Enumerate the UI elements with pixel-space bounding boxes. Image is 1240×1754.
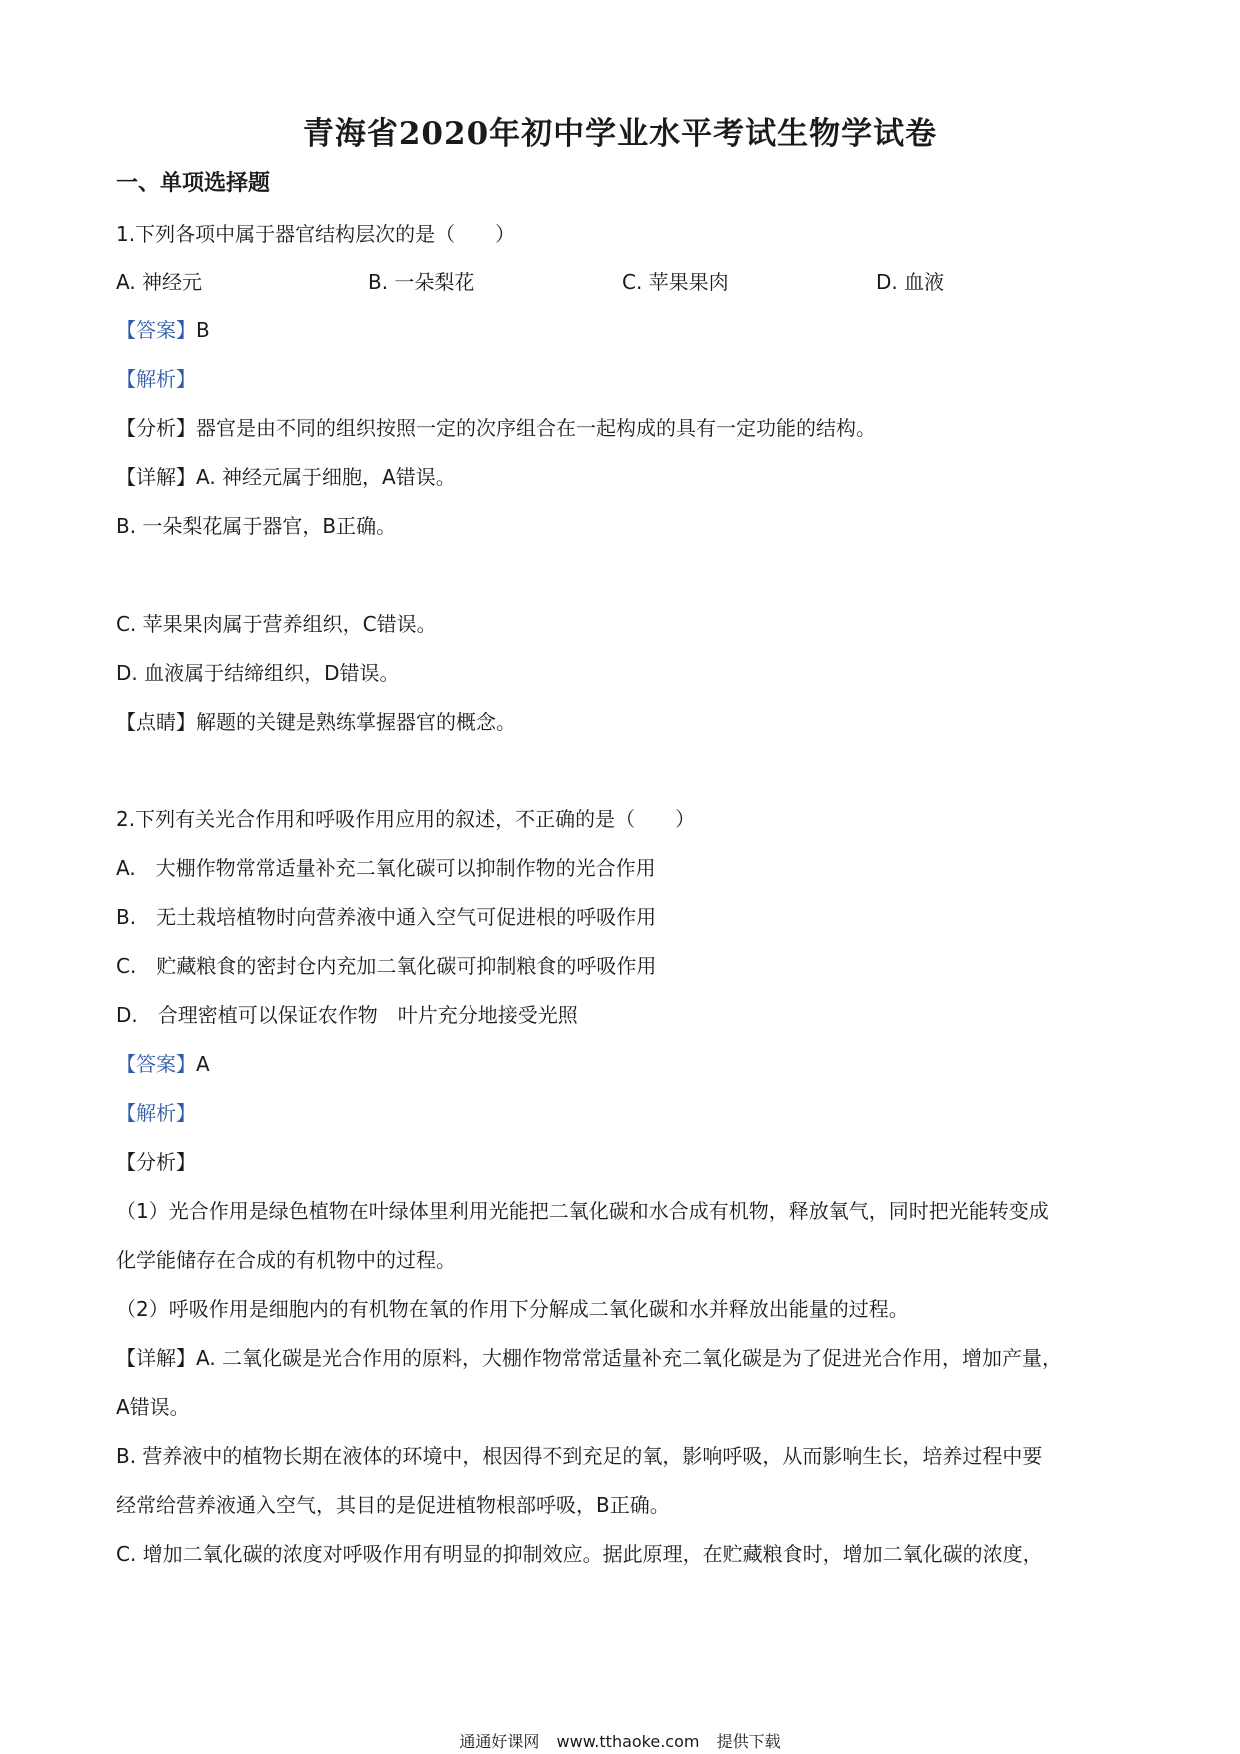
question-1-detail-d: D. 血液属于结缔组织，D错误。 (116, 661, 400, 685)
question-2-point-1-line-2: 化学能储存在合成的有机物中的过程。 (116, 1248, 456, 1272)
question-1-option-d: D. 血液 (876, 270, 945, 294)
section-heading: 一、单项选择题 (116, 171, 271, 196)
question-2-stem: 2.下列有关光合作用和呼吸作用应用的叙述，不正确的是（ ） (116, 807, 696, 831)
question-2-detail-a-line-1: 【详解】A. 二氧化碳是光合作用的原料，大棚作物常常适量补充二氧化碳是为了促进光合作用，增加产量， (116, 1346, 1063, 1370)
answer-value: A (196, 1052, 210, 1076)
footer-site-name: 通通好课网 (459, 1732, 540, 1751)
question-1-answer (116, 316, 210, 344)
question-2-detail-a-line-2: A错误。 (116, 1395, 190, 1419)
question-1-detail-b: B. 一朵梨花属于器官，B正确。 (116, 514, 397, 538)
answer-tag: 【答案】 (116, 318, 196, 342)
question-2-answer (116, 1050, 210, 1078)
question-2-detail-c-line-1: C. 增加二氧化碳的浓度对呼吸作用有明显的抑制效应。据此原理，在贮藏粮食时，增加二氧化碳的浓度， (116, 1542, 1043, 1566)
page-footer (0, 1729, 1240, 1752)
answer-tag: 【答案】 (116, 1052, 196, 1076)
question-2-option-b: B. 无土栽培植物时向营养液中通入空气可促进根的呼吸作用 (116, 905, 657, 929)
document-title: 青海省2020年初中学业水平考试生物学试卷 (302, 116, 938, 152)
question-1-detail-a: 【详解】A. 神经元属于细胞，A错误。 (116, 465, 456, 489)
question-1-stem: 1.下列各项中属于器官结构层次的是（ ） (116, 222, 516, 246)
question-1-fenxi: 【分析】器官是由不同的组织按照一定的次序组合在一起构成的具有一定功能的结构。 (116, 416, 876, 440)
question-1-option-a: A. 神经元 (116, 270, 203, 294)
question-2-detail-b-line-2: 经常给营养液通入空气，其目的是促进植物根部呼吸，B正确。 (116, 1493, 670, 1517)
question-1-option-c: C. 苹果果肉 (622, 270, 729, 294)
question-1-detail-c: C. 苹果果肉属于营养组织，C错误。 (116, 612, 437, 636)
question-2-point-2: （2）呼吸作用是细胞内的有机物在氧的作用下分解成二氧化碳和水并释放出能量的过程。 (116, 1297, 909, 1321)
question-2-option-a: A. 大棚作物常常适量补充二氧化碳可以抑制作物的光合作用 (116, 856, 656, 880)
question-2-analysis-tag: 【解析】 (116, 1101, 196, 1125)
answer-value: B (196, 318, 210, 342)
footer-url[interactable]: www.tthaoke.com (556, 1732, 700, 1751)
question-2-detail-b-line-1: B. 营养液中的植物长期在液体的环境中，根因得不到充足的氧，影响呼吸，从而影响生长，培养过程中要 (116, 1444, 1043, 1468)
footer-note: 提供下载 (716, 1732, 781, 1751)
question-2-option-d: D. 合理密植可以保证农作物 叶片充分地接受光照 (116, 1003, 578, 1027)
question-1-analysis-tag: 【解析】 (116, 367, 196, 391)
question-1-option-b: B. 一朵梨花 (368, 270, 475, 294)
question-2-point-1-line-1: （1）光合作用是绿色植物在叶绿体里利用光能把二氧化碳和水合成有机物，释放氧气，同时把光能转变成 (116, 1199, 1049, 1223)
question-2-fenxi-tag: 【分析】 (116, 1150, 196, 1174)
question-2-option-c: C. 贮藏粮食的密封仓内充加二氧化碳可抑制粮食的呼吸作用 (116, 954, 657, 978)
question-1-dianjing: 【点睛】解题的关键是熟练掌握器官的概念。 (116, 710, 516, 734)
